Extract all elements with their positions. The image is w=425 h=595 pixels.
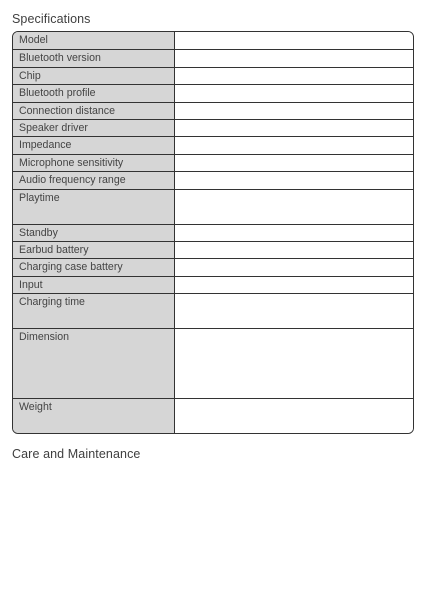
- row-value-microphone-sensitivity: [175, 155, 413, 171]
- row-value-impedance: [175, 137, 413, 153]
- table-row: [13, 189, 413, 224]
- row-label-input: Input: [13, 277, 175, 293]
- row-label-bluetooth-profile: Bluetooth profile: [13, 85, 175, 101]
- table-row: [13, 241, 413, 258]
- table-row: [13, 136, 413, 153]
- table-row: [13, 258, 413, 275]
- row-label-standby: Standby: [13, 225, 175, 241]
- table-row: [13, 276, 413, 293]
- specifications-table: [12, 31, 414, 434]
- row-label-speaker-driver: Speaker driver: [13, 120, 175, 136]
- row-label-bluetooth-version: Bluetooth version: [13, 50, 175, 66]
- row-value-speaker-driver: [175, 120, 413, 136]
- row-label-microphone-sensitivity: Microphone sensitivity: [13, 155, 175, 171]
- specifications-title: Specifications: [12, 12, 91, 26]
- row-label-weight: Weight: [13, 399, 175, 433]
- row-label-impedance: Impedance: [13, 137, 175, 153]
- row-label-connection-distance: Connection distance: [13, 103, 175, 119]
- table-row: [13, 328, 413, 398]
- row-value-earbud-battery: [175, 242, 413, 258]
- row-label-earbud-battery: Earbud battery: [13, 242, 175, 258]
- row-value-input: [175, 277, 413, 293]
- row-value-playtime: [175, 190, 413, 224]
- row-value-bluetooth-version: [175, 50, 413, 66]
- care-and-maintenance-title: Care and Maintenance: [12, 447, 141, 461]
- table-row: [13, 84, 413, 101]
- row-value-bluetooth-profile: [175, 85, 413, 101]
- table-row: [13, 293, 413, 328]
- row-label-charging-case-battery: Charging case battery: [13, 259, 175, 275]
- row-value-connection-distance: [175, 103, 413, 119]
- table-row: [13, 224, 413, 241]
- row-value-model: [175, 32, 413, 49]
- row-label-charging-time: Charging time: [13, 294, 175, 328]
- table-row: [13, 119, 413, 136]
- row-label-playtime: Playtime: [13, 190, 175, 224]
- table-row: [13, 154, 413, 171]
- row-label-model: Model: [13, 32, 175, 49]
- row-value-charging-case-battery: [175, 259, 413, 275]
- row-value-chip: [175, 68, 413, 84]
- row-value-dimension: [175, 329, 413, 398]
- row-value-standby: [175, 225, 413, 241]
- row-value-charging-time: [175, 294, 413, 328]
- table-row: [13, 49, 413, 66]
- row-label-chip: Chip: [13, 68, 175, 84]
- table-row: [13, 102, 413, 119]
- table-row: [13, 67, 413, 84]
- table-row: [13, 171, 413, 188]
- table-row: [13, 398, 413, 433]
- row-label-dimension: Dimension: [13, 329, 175, 398]
- row-value-audio-frequency-range: [175, 172, 413, 188]
- row-label-audio-frequency-range: Audio frequency range: [13, 172, 175, 188]
- table-row: [13, 32, 413, 49]
- row-value-weight: [175, 399, 413, 433]
